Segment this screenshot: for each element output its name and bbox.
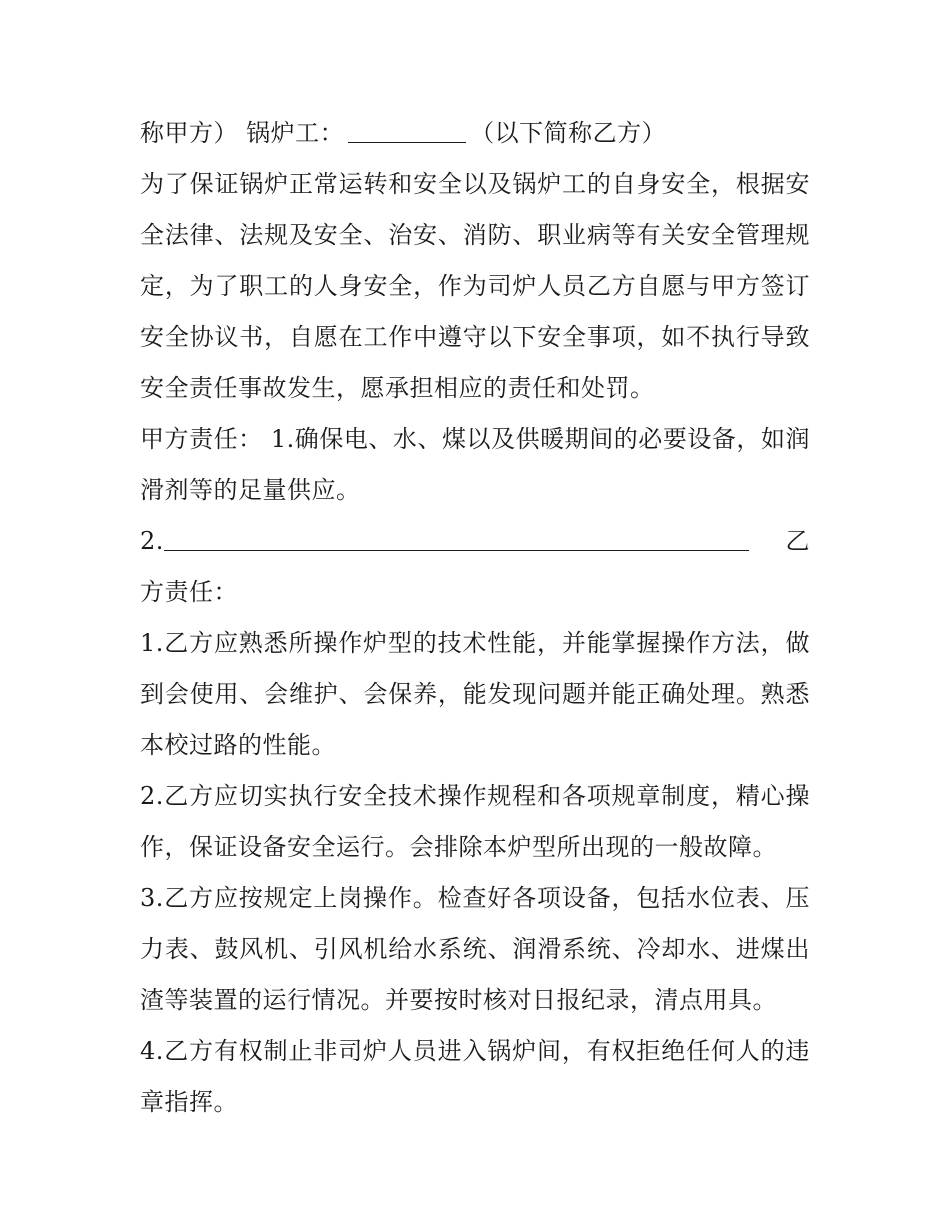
intro-prefix: 称甲方） 锅炉工：	[140, 119, 345, 147]
party-a-item-2-blank[interactable]	[164, 520, 749, 551]
party-b-item-3: 3.乙方应按规定上岗操作。检查好各项设备，包括水位表、压力表、鼓风机、引风机给水系统、润滑系统、冷却水、进煤出渣等装置的运行情况。并要按时核对日报纪录，清点用具。	[140, 884, 810, 1014]
party-b-heading: 乙方责任：	[140, 527, 810, 606]
party-a-item-2	[140, 516, 810, 618]
party-a-item-1: 甲方责任： 1.确保电、水、煤以及供暖期间的必要设备，如润滑剂等的足量供应。	[140, 425, 810, 504]
preamble-paragraph: 为了保证锅炉正常运转和安全以及锅炉工的自身安全，根据安全法律、法规及安全、治安、消防、职业病等有关安全管理规定，为了职工的人身安全，作为司炉人员乙方自愿与甲方签订安全协议书，自愿在工作中遵守以下安全事项，如不执行导致安全责任事故发生，愿承担相应的责任和处罚。	[140, 170, 810, 402]
party-b-item-4: 4.乙方有权制止非司炉人员进入锅炉间，有权拒绝任何人的违章指挥。	[140, 1037, 810, 1116]
intro-suffix: （以下简称乙方）	[470, 119, 667, 147]
party-b-item-1: 1.乙方应熟悉所操作炉型的技术性能，并能掌握操作方法，做到会使用、会维护、会保养，能发现问题并能正确处理。熟悉本校过路的性能。	[140, 629, 810, 759]
party-a-item-2-number: 2.	[140, 527, 164, 555]
boiler-worker-name-blank[interactable]	[348, 112, 466, 143]
intro-line	[140, 108, 810, 159]
party-b-item-2: 2.乙方应切实执行安全技术操作规程和各项规章制度，精心操作，保证设备安全运行。会排除本炉型所出现的一般故障。	[140, 782, 810, 861]
